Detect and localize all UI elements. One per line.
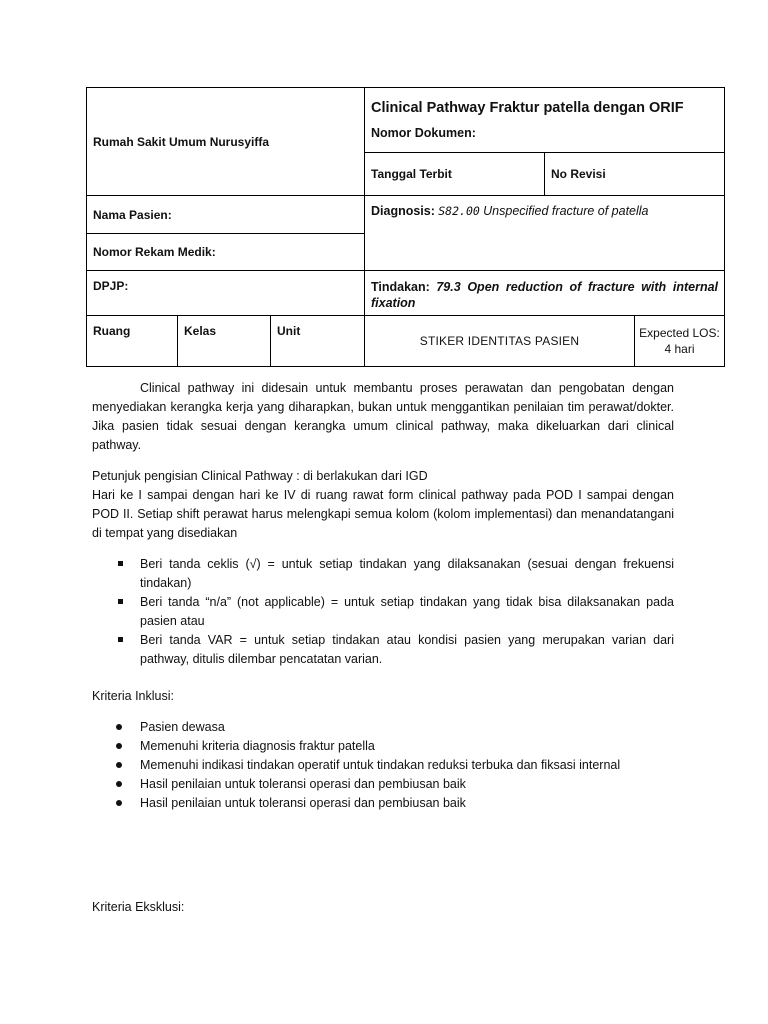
list-item xyxy=(92,775,674,794)
inklusi-text: Hasil penilaian untuk toleransi operasi dan pembiusan baik xyxy=(140,777,466,791)
stiker-identitas: STIKER IDENTITAS PASIEN xyxy=(365,316,635,367)
list-item xyxy=(92,555,674,593)
instruction-text: Beri tanda ceklis (√) = untuk setiap tindakan yang dilaksanakan (sesuai dengan frekuensi tindakan) xyxy=(140,557,674,590)
document-body xyxy=(92,379,674,813)
inklusi-text: Pasien dewasa xyxy=(140,720,225,734)
dot-bullet-icon xyxy=(116,800,122,806)
inklusi-text: Memenuhi indikasi tindakan operatif untuk tindakan reduksi terbuka dan fiksasi internal xyxy=(140,758,621,772)
inklusi-list xyxy=(92,718,674,813)
unit-label: Unit xyxy=(271,316,365,367)
tindakan-cell xyxy=(365,271,725,316)
dot-bullet-icon xyxy=(116,724,122,730)
list-item xyxy=(92,794,674,813)
list-item xyxy=(92,756,674,775)
eksklusi-heading: Kriteria Eksklusi: xyxy=(92,900,185,914)
header-table xyxy=(86,87,725,367)
dot-bullet-icon xyxy=(116,762,122,768)
los-cell xyxy=(635,316,725,367)
square-bullet-icon xyxy=(118,561,123,566)
nomor-rekam-medik-label: Nomor Rekam Medik: xyxy=(87,234,365,271)
hospital-name: Rumah Sakit Umum Nurusyiffa xyxy=(87,88,365,196)
diagnosis-text: Unspecified fracture of patella xyxy=(483,204,649,218)
list-item xyxy=(92,593,674,631)
tindakan-label: Tindakan: xyxy=(371,280,430,294)
petunjuk-line-1: Petunjuk pengisian Clinical Pathway : di berlakukan dari IGD xyxy=(92,469,428,483)
diagnosis-code: S82.00 xyxy=(438,204,480,218)
tindakan-text: 79.3 Open reduction of fracture with internal fixation xyxy=(371,280,718,310)
instruction-text: Beri tanda “n/a” (not applicable) = untuk setiap tindakan yang tidak bisa dilaksanakan pada pasien atau xyxy=(140,595,674,628)
instruction-text: Beri tanda VAR = untuk setiap tindakan atau kondisi pasien yang merupakan varian dari pathway, ditulis dilembar pencatatan varian. xyxy=(140,633,674,666)
square-bullet-icon xyxy=(118,599,123,604)
ruang-label: Ruang xyxy=(87,316,178,367)
instruction-list xyxy=(92,555,674,669)
intro-paragraph: Clinical pathway ini didesain untuk membantu proses perawatan dan pengobatan dengan menyediakan kerangka kerja yang diharapkan, bukan untuk menggantikan penilaian tim perawat/dokter. Jika pasien tidak sesuai dengan kerangka umum clinical pathway, maka dikeluarkan dari clinical pathway. xyxy=(92,381,674,452)
inklusi-heading: Kriteria Inklusi: xyxy=(92,689,174,703)
no-revisi-label: No Revisi xyxy=(545,153,725,196)
pathway-title: Clinical Pathway Fraktur patella dengan ORIF xyxy=(371,100,684,116)
inklusi-text: Memenuhi kriteria diagnosis fraktur patella xyxy=(140,739,375,753)
kelas-label: Kelas xyxy=(178,316,271,367)
square-bullet-icon xyxy=(118,637,123,642)
diagnosis-cell xyxy=(365,196,725,271)
dot-bullet-icon xyxy=(116,781,122,787)
tanggal-terbit-label: Tanggal Terbit xyxy=(365,153,545,196)
list-item xyxy=(92,631,674,669)
los-label: Expected LOS: xyxy=(639,326,720,340)
nomor-dokumen-label: Nomor Dokumen: xyxy=(371,126,476,140)
dot-bullet-icon xyxy=(116,743,122,749)
diagnosis-label: Diagnosis: xyxy=(371,204,435,218)
list-item xyxy=(92,737,674,756)
list-item xyxy=(92,718,674,737)
los-value: 4 hari xyxy=(664,342,695,356)
petunjuk-line-2: Hari ke I sampai dengan hari ke IV di ruang rawat form clinical pathway pada POD I sampai dengan POD II. Setiap shift perawat harus melengkapi semua kolom (kolom implementasi) dan menandatangani di tempat yang disediakan xyxy=(92,488,674,540)
inklusi-text: Hasil penilaian untuk toleransi operasi dan pembiusan baik xyxy=(140,796,466,810)
title-cell xyxy=(365,88,725,153)
dpjp-label: DPJP: xyxy=(87,271,365,316)
nama-pasien-label: Nama Pasien: xyxy=(87,196,365,234)
